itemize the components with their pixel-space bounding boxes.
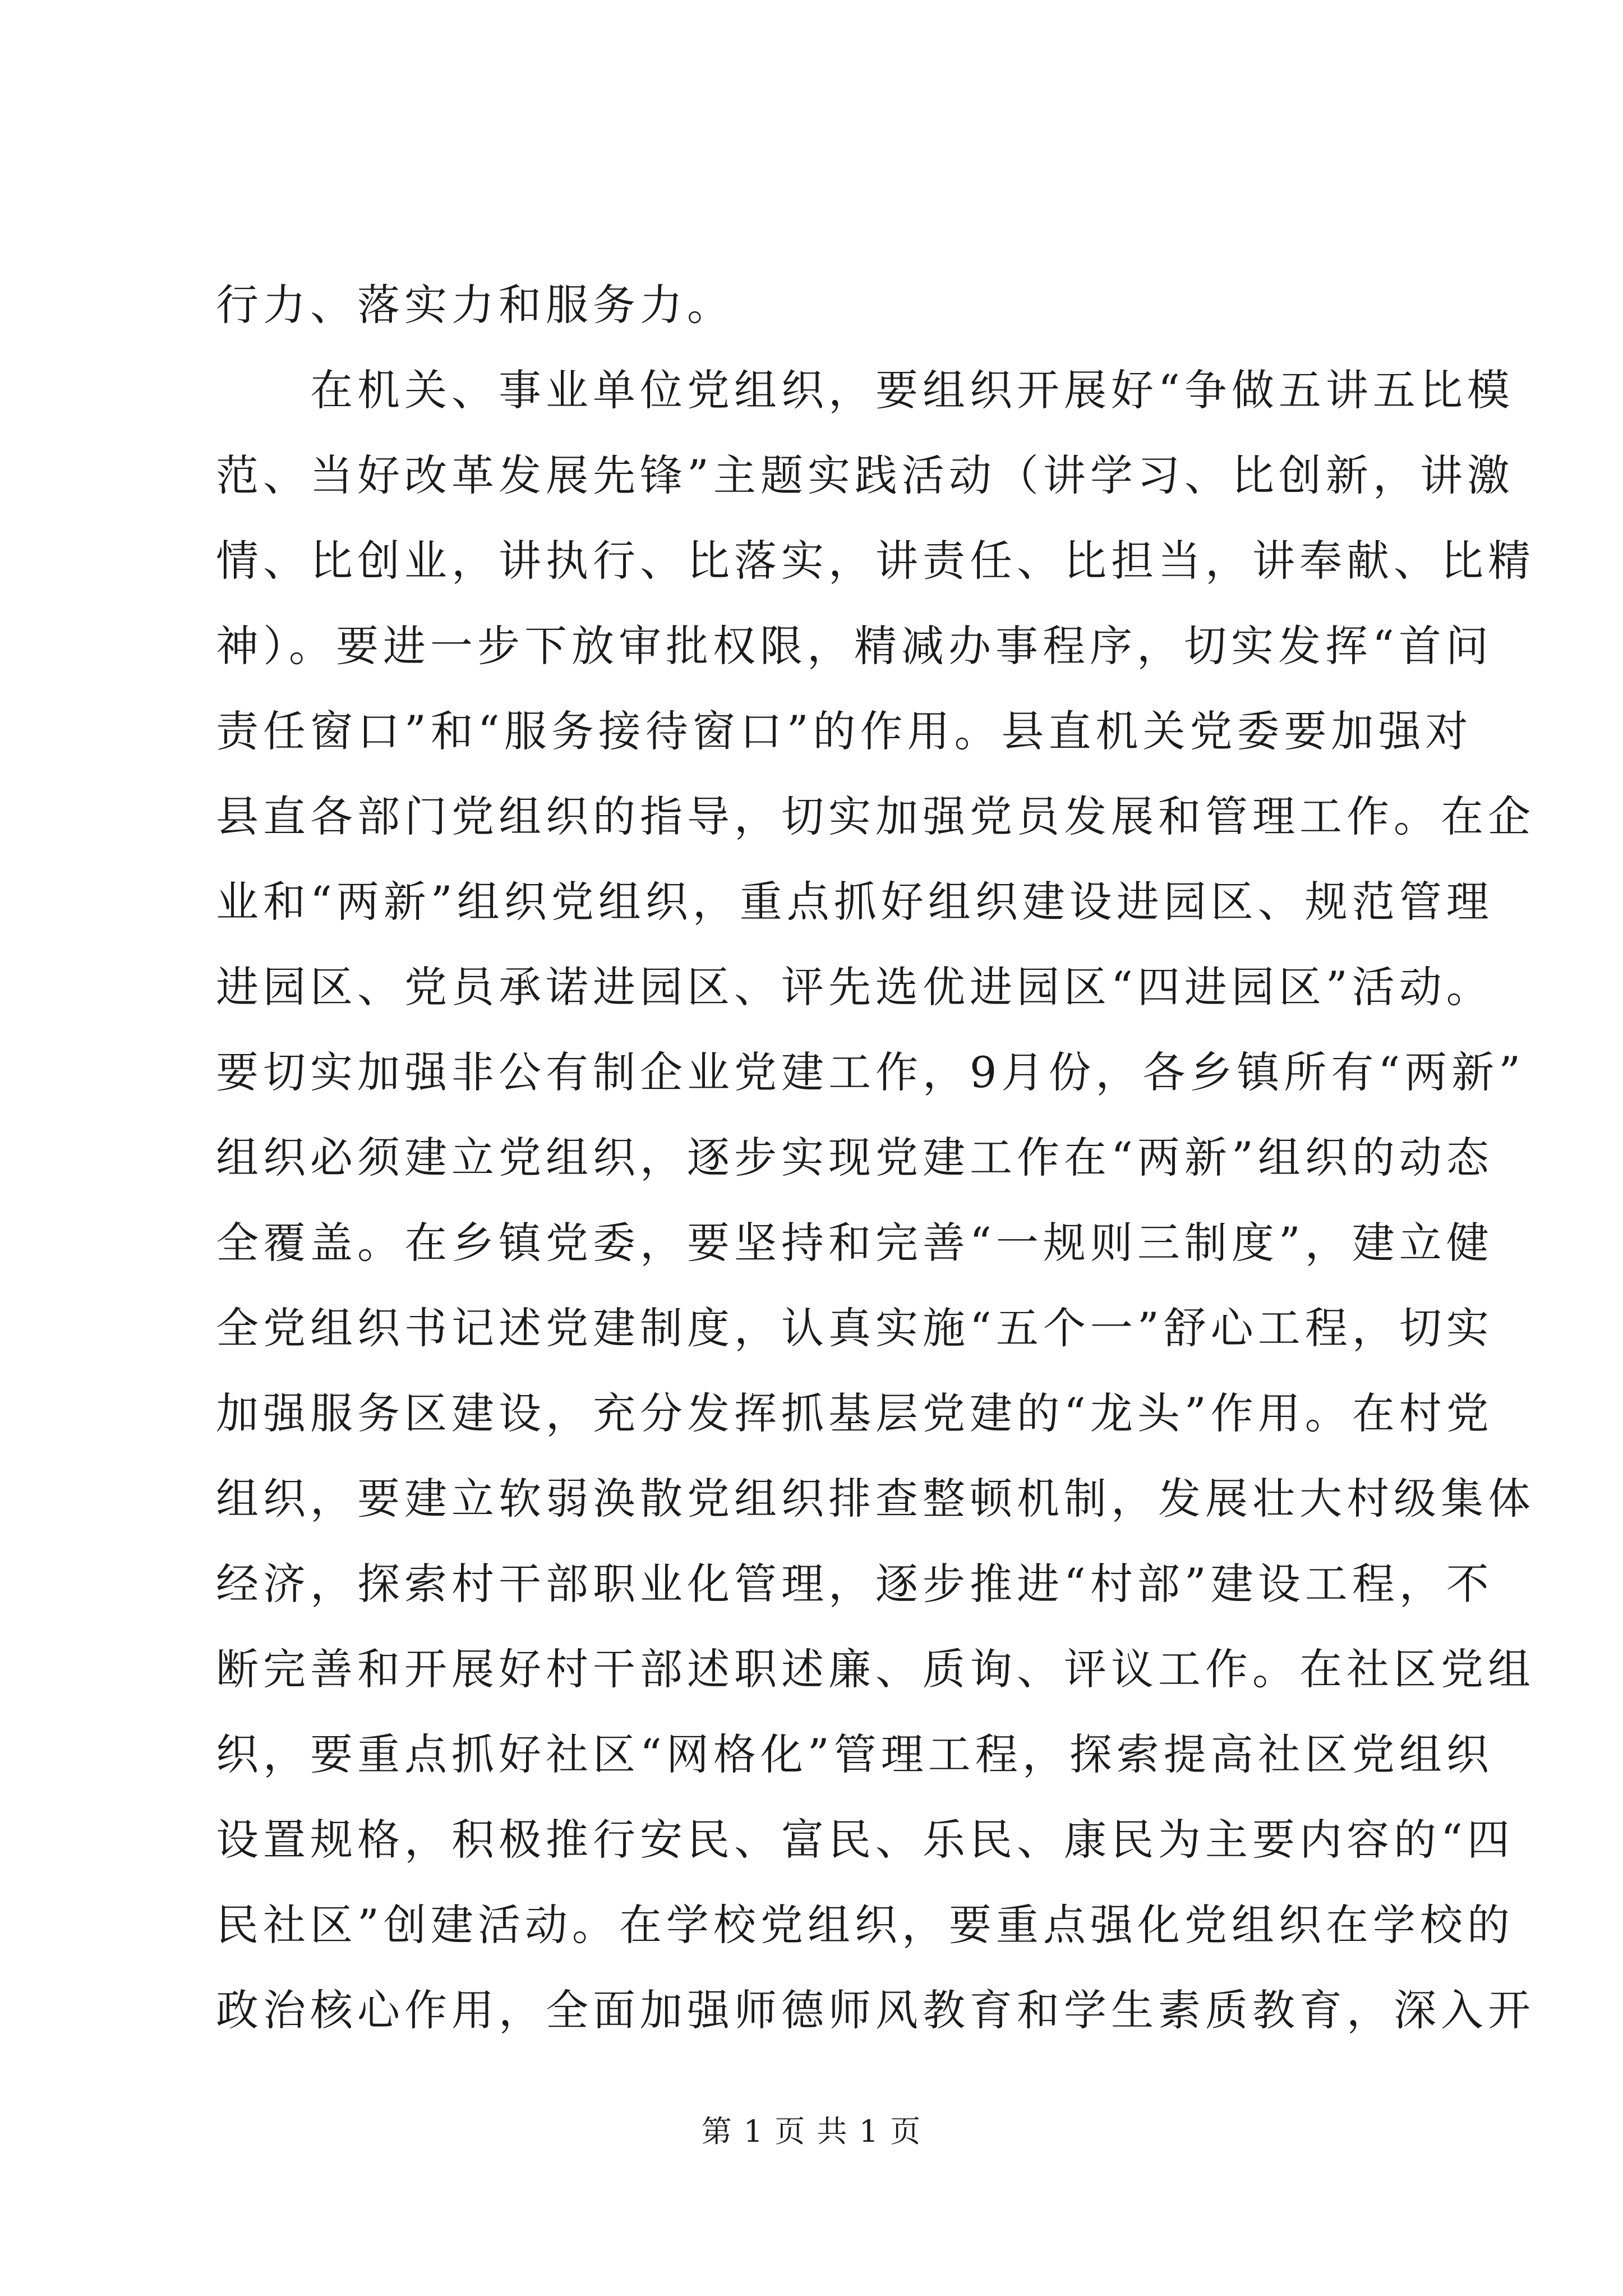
text-line-1: 行力、落实力和服务力。 bbox=[216, 280, 734, 330]
text-line-5: 神）。要进一步下放审批权限，精减办事程序，切实发挥“首问 bbox=[216, 621, 1493, 671]
text-line-9: 进园区、党员承诺进园区、评先选优进园区“四进园区”活动。 bbox=[216, 962, 1493, 1012]
text-line-11: 组织必须建立党组织，逐步实现党建工作在“两新”组织的动态 bbox=[216, 1133, 1493, 1182]
text-line-6: 责任窗口”和“服务接待窗口”的作用。县直机关党委要加强对 bbox=[216, 706, 1473, 756]
text-line-14: 加强服务区建设，充分发挥抓基层党建的“龙头”作用。在村党 bbox=[216, 1388, 1493, 1438]
text-line-12: 全覆盖。在乡镇党委，要坚持和完善“一规则三制度”，建立健 bbox=[216, 1218, 1493, 1268]
text-line-3: 范、当好改革发展先锋”主题实践活动（讲学习、比创新，讲激 bbox=[216, 450, 1514, 500]
text-line-17: 断完善和开展好村干部述职述廉、质询、评议工作。在社区党组 bbox=[216, 1644, 1535, 1694]
text-line-13: 全党组织书记述党建制度，认真实施“五个一”舒心工程，切实 bbox=[216, 1303, 1493, 1353]
text-line-4: 情、比创业，讲执行、比落实，讲责任、比担当，讲奉献、比精 bbox=[216, 536, 1535, 586]
text-line-10: 要切实加强非公有制企业党建工作，9月份，各乡镇所有“两新” bbox=[216, 1047, 1525, 1097]
page-number-footer: 第 1 页 共 1 页 bbox=[701, 2114, 922, 2149]
text-line-7: 县直各部门党组织的指导，切实加强党员发展和管理工作。在企 bbox=[216, 792, 1535, 841]
text-line-20: 民社区”创建活动。在学校党组织，要重点强化党组织在学校的 bbox=[216, 1900, 1514, 1950]
text-line-21: 政治核心作用，全面加强师德师风教育和学生素质教育，深入开 bbox=[216, 1985, 1535, 2035]
document-body bbox=[216, 263, 1535, 2053]
text-line-19: 设置规格，积极推行安民、富民、乐民、康民为主要内容的“四 bbox=[216, 1815, 1514, 1865]
text-line-15: 组织，要建立软弱涣散党组织排查整顿机制，发展壮大村级集体 bbox=[216, 1474, 1535, 1524]
text-line-16: 经济，探索村干部职业化管理，逐步推进“村部”建设工程，不 bbox=[216, 1559, 1493, 1609]
text-line-8: 业和“两新”组织党组织，重点抓好组织建设进园区、规范管理 bbox=[216, 877, 1493, 927]
text-line-18: 织，要重点抓好社区“网格化”管理工程，探索提高社区党组织 bbox=[216, 1729, 1493, 1779]
text-line-2: 在机关、事业单位党组织，要组织开展好“争做五讲五比模 bbox=[310, 365, 1514, 415]
